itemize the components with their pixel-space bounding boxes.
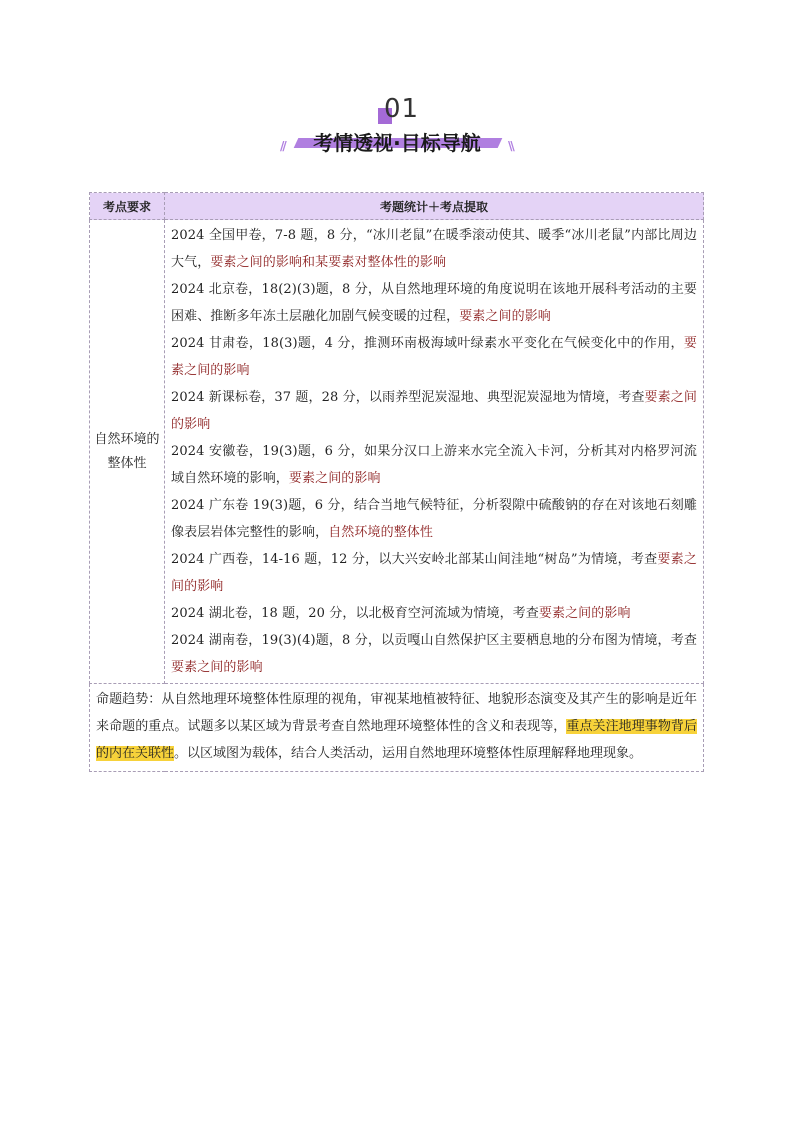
section-title: 考情透视·目标导航 [313,131,481,155]
item-keypoint: 要素之间的影响 [171,390,697,432]
left-slash-decoration: // [280,139,285,153]
item-text: 2024 北京卷，18(2)(3)题，8 分，从自然地理环境的角度说明在该地开展科考活动的主要困难、推断多年冻土层融化加剧气候变暖的过程， [171,282,697,324]
section-number-text: 01 [384,94,420,124]
item-keypoint: 要素之间的影响 [459,309,551,324]
exam-item [171,330,697,384]
table-header-row [90,193,704,220]
exam-item [171,627,697,681]
item-text: 2024 新课标卷，37 题，28 分，以雨养型泥炭湿地、典型泥炭湿地为情境，考查 [171,390,645,405]
item-keypoint: 要素之间的影响 [171,660,263,675]
exam-item [171,600,697,627]
trend-cell [90,684,704,772]
table-row [90,684,704,772]
item-text: 2024 湖南卷，19(3)(4)题，8 分，以贡嘎山自然保护区主要栖息地的分布图为情境，考查 [171,633,697,648]
item-keypoint: 自然环境的整体性 [328,525,434,540]
trend-highlight: 重点关注地理事物背后的内在关联性 [96,719,697,761]
item-text: 2024 广西卷，14-16 题，12 分，以大兴安岭北部某山间洼地“树岛”为情境，考查 [171,552,658,567]
item-text: 2024 广东卷 19(3)题，6 分，结合当地气候特征，分析裂隙中硫酸钠的存在对该地石刻雕像表层岩体完整性的影响， [171,498,697,540]
section-number [376,94,424,124]
exam-item [171,276,697,330]
right-slash-decoration: \\ [508,139,513,153]
table-row [90,220,704,684]
header-statistics: 考题统计＋考点提取 [165,193,704,220]
items-cell [165,220,704,684]
section-header [0,92,794,162]
exam-item [171,546,697,600]
trend-text: 命题趋势：从自然地理环境整体性原理的视角，审视某地植被特征、地貌形态演变及其产生的影响是近年来命题的重点。试题多以某区域为背景考查自然地理环境整体性的含义和表现等， [96,692,697,734]
item-keypoint: 要素之间的影响 [288,471,381,486]
item-keypoint: 要素之间的影响 [171,336,697,378]
item-text: 2024 湖北卷，18 题，20 分，以北极育空河流域为情境，考查 [171,606,539,621]
item-text: 2024 甘肃卷，18(3)题，4 分，推测环南极海域叶绿素水平变化在气候变化中的作用， [171,336,684,351]
exam-analysis-table [89,192,704,772]
item-keypoint: 要素之间的影响和某要素对整体性的影响 [210,255,447,270]
requirement-cell: 自然环境的整体性 [90,220,165,684]
trend-text-end: 。以区域图为载体，结合人类活动，运用自然地理环境整体性原理解释地理现象。 [174,746,643,761]
item-keypoint: 要素之间的影响 [538,606,631,621]
exam-item [171,438,697,492]
exam-item [171,384,697,438]
header-requirement: 考点要求 [90,193,165,220]
item-keypoint: 要素之间的影响 [171,552,697,594]
item-text: 2024 全国甲卷，7-8 题，8 分，“冰川老鼠”在暖季滚动使其、暖季“冰川老鼠”内部比周边大气， [171,228,697,270]
exam-item [171,222,697,276]
exam-item [171,492,697,546]
item-text: 2024 安徽卷，19(3)题，6 分，如果分汉口上游来水完全流入卡河，分析其对内格罗河流域自然环境的影响， [171,444,697,486]
